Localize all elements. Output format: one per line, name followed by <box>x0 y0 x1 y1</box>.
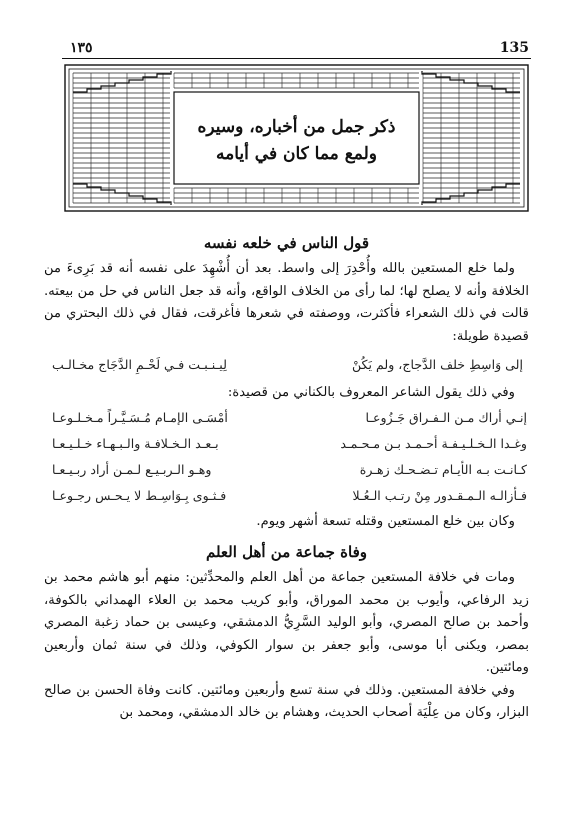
verse-hemistich-second: أمْسَـى الإمـام مُـسَـيَّـراً مـخـلـوعـا <box>52 409 228 425</box>
paragraph-kinani-intro: وفي ذلك يقول الشاعر المعروف بالكناني من قصيدة: <box>227 385 515 400</box>
verse-hemistich-first: إنـي أراك مـن الـفـراق جَـزُوعـا <box>365 409 527 425</box>
chapter-title-line-2: ولمع مما كان في أيامه <box>216 144 377 164</box>
paragraph-deaths-continued: وفي خلافة المستعين. وذلك في سنة تسع وأربعين ومائتين. كانت وفاة الحسن بن صالح البزار، وكان من عِلْيَة أصحاب الحديث، وهشام بن خالد الدمشقي، ومحمد بن <box>44 682 529 720</box>
page-body <box>44 226 529 725</box>
verse-line <box>52 483 527 509</box>
section-heading-deaths: وفاة جماعة من أهل العلم <box>205 543 368 561</box>
header-rule <box>62 58 531 59</box>
verse-hemistich-second: لِيـنـبـت فـي لَحْـمِ الدَّجَاج مخـالـب <box>52 357 227 372</box>
verse-line <box>44 348 529 380</box>
verse-hemistich-first: وغـدا الـخـلـيـفـة أحـمـد بـن مـحـمـد <box>340 435 527 451</box>
frame-step-ornament <box>422 71 520 92</box>
paragraph-deaths: ومات في خلافة المستعين جماعة من أهل العلم والمحدِّثين: منهم أبو هاشم محمد بن زيد الرفاعي، وأيوب بن محمد الموراق، وأبو كريب محمد بن العلاء الهمداني بالكوفة، وأحمد بن صالح المصري، وأبو الوليد السَّرِيُّ الدمشقي، وعيسى بن حماد زغبة المصري بمصر، ويكنى أبا موسى، وأبو جعفر بن سوار الكوفي، وذلك في سنة ثمان وأربعين ومائتين. <box>44 570 529 675</box>
chapter-title-frame <box>64 64 529 212</box>
verse-hemistich-second: فـثـوى بِـوَاسِـط لا يـحـس رجـوعـا <box>52 487 227 503</box>
verse-hemistich-second: وهـو الـربـيـع لـمـن أراد ربـيـعـا <box>52 461 212 477</box>
verse-line <box>52 457 527 483</box>
paragraph-abdication: ولما خلع المستعين بالله وأُحْدِرَ إلى واسط. بعد أن أُشْهِدَ على نفسه أنه قد بَرِىءَ من الخلافة وأنه لا يصلح لها؛ لما رأى من الخلاف الواقع، وأنه قد جعل الناس في حل من بيعته. قالت في ذلك الشعراء فأكثرت، ووصفته في شعرها فأغرقت، فقال في ذلك البحتري من قصيدة طويلة: <box>44 261 529 344</box>
section-heading-abdication: قول الناس في خلعه نفسه <box>203 234 370 252</box>
verse-line <box>52 431 527 457</box>
page-number-arabic: ١٣٥ <box>70 40 93 56</box>
verse-line <box>52 405 527 431</box>
verse-hemistich-first: إلى وَاسِطِ خلف الدَّجاج، ولم يَكُنْ <box>351 357 523 372</box>
chapter-title <box>184 114 409 168</box>
frame-step-ornament <box>73 184 171 205</box>
chapter-title-line-1: ذكر جمل من أخباره، وسيره <box>197 117 396 137</box>
frame-step-ornament <box>73 71 171 92</box>
frame-step-ornament <box>422 184 520 205</box>
paragraph-duration: وكان بين خلع المستعين وقتله تسعة أشهر ويوم. <box>256 513 515 529</box>
verse-hemistich-first: كـانـت بـه الأيـام تـضـحـك زهـرة <box>359 461 527 477</box>
poem-block <box>44 405 529 509</box>
page-number-latin: 135 <box>499 40 529 56</box>
verse-hemistich-first: فـأزالـه الـمـقـدور مِنْ رتـب الـعُـلا <box>352 487 527 503</box>
verse-hemistich-second: بـعـد الـخـلافـة والـبـهـاء خـلـيـعـا <box>52 435 219 451</box>
